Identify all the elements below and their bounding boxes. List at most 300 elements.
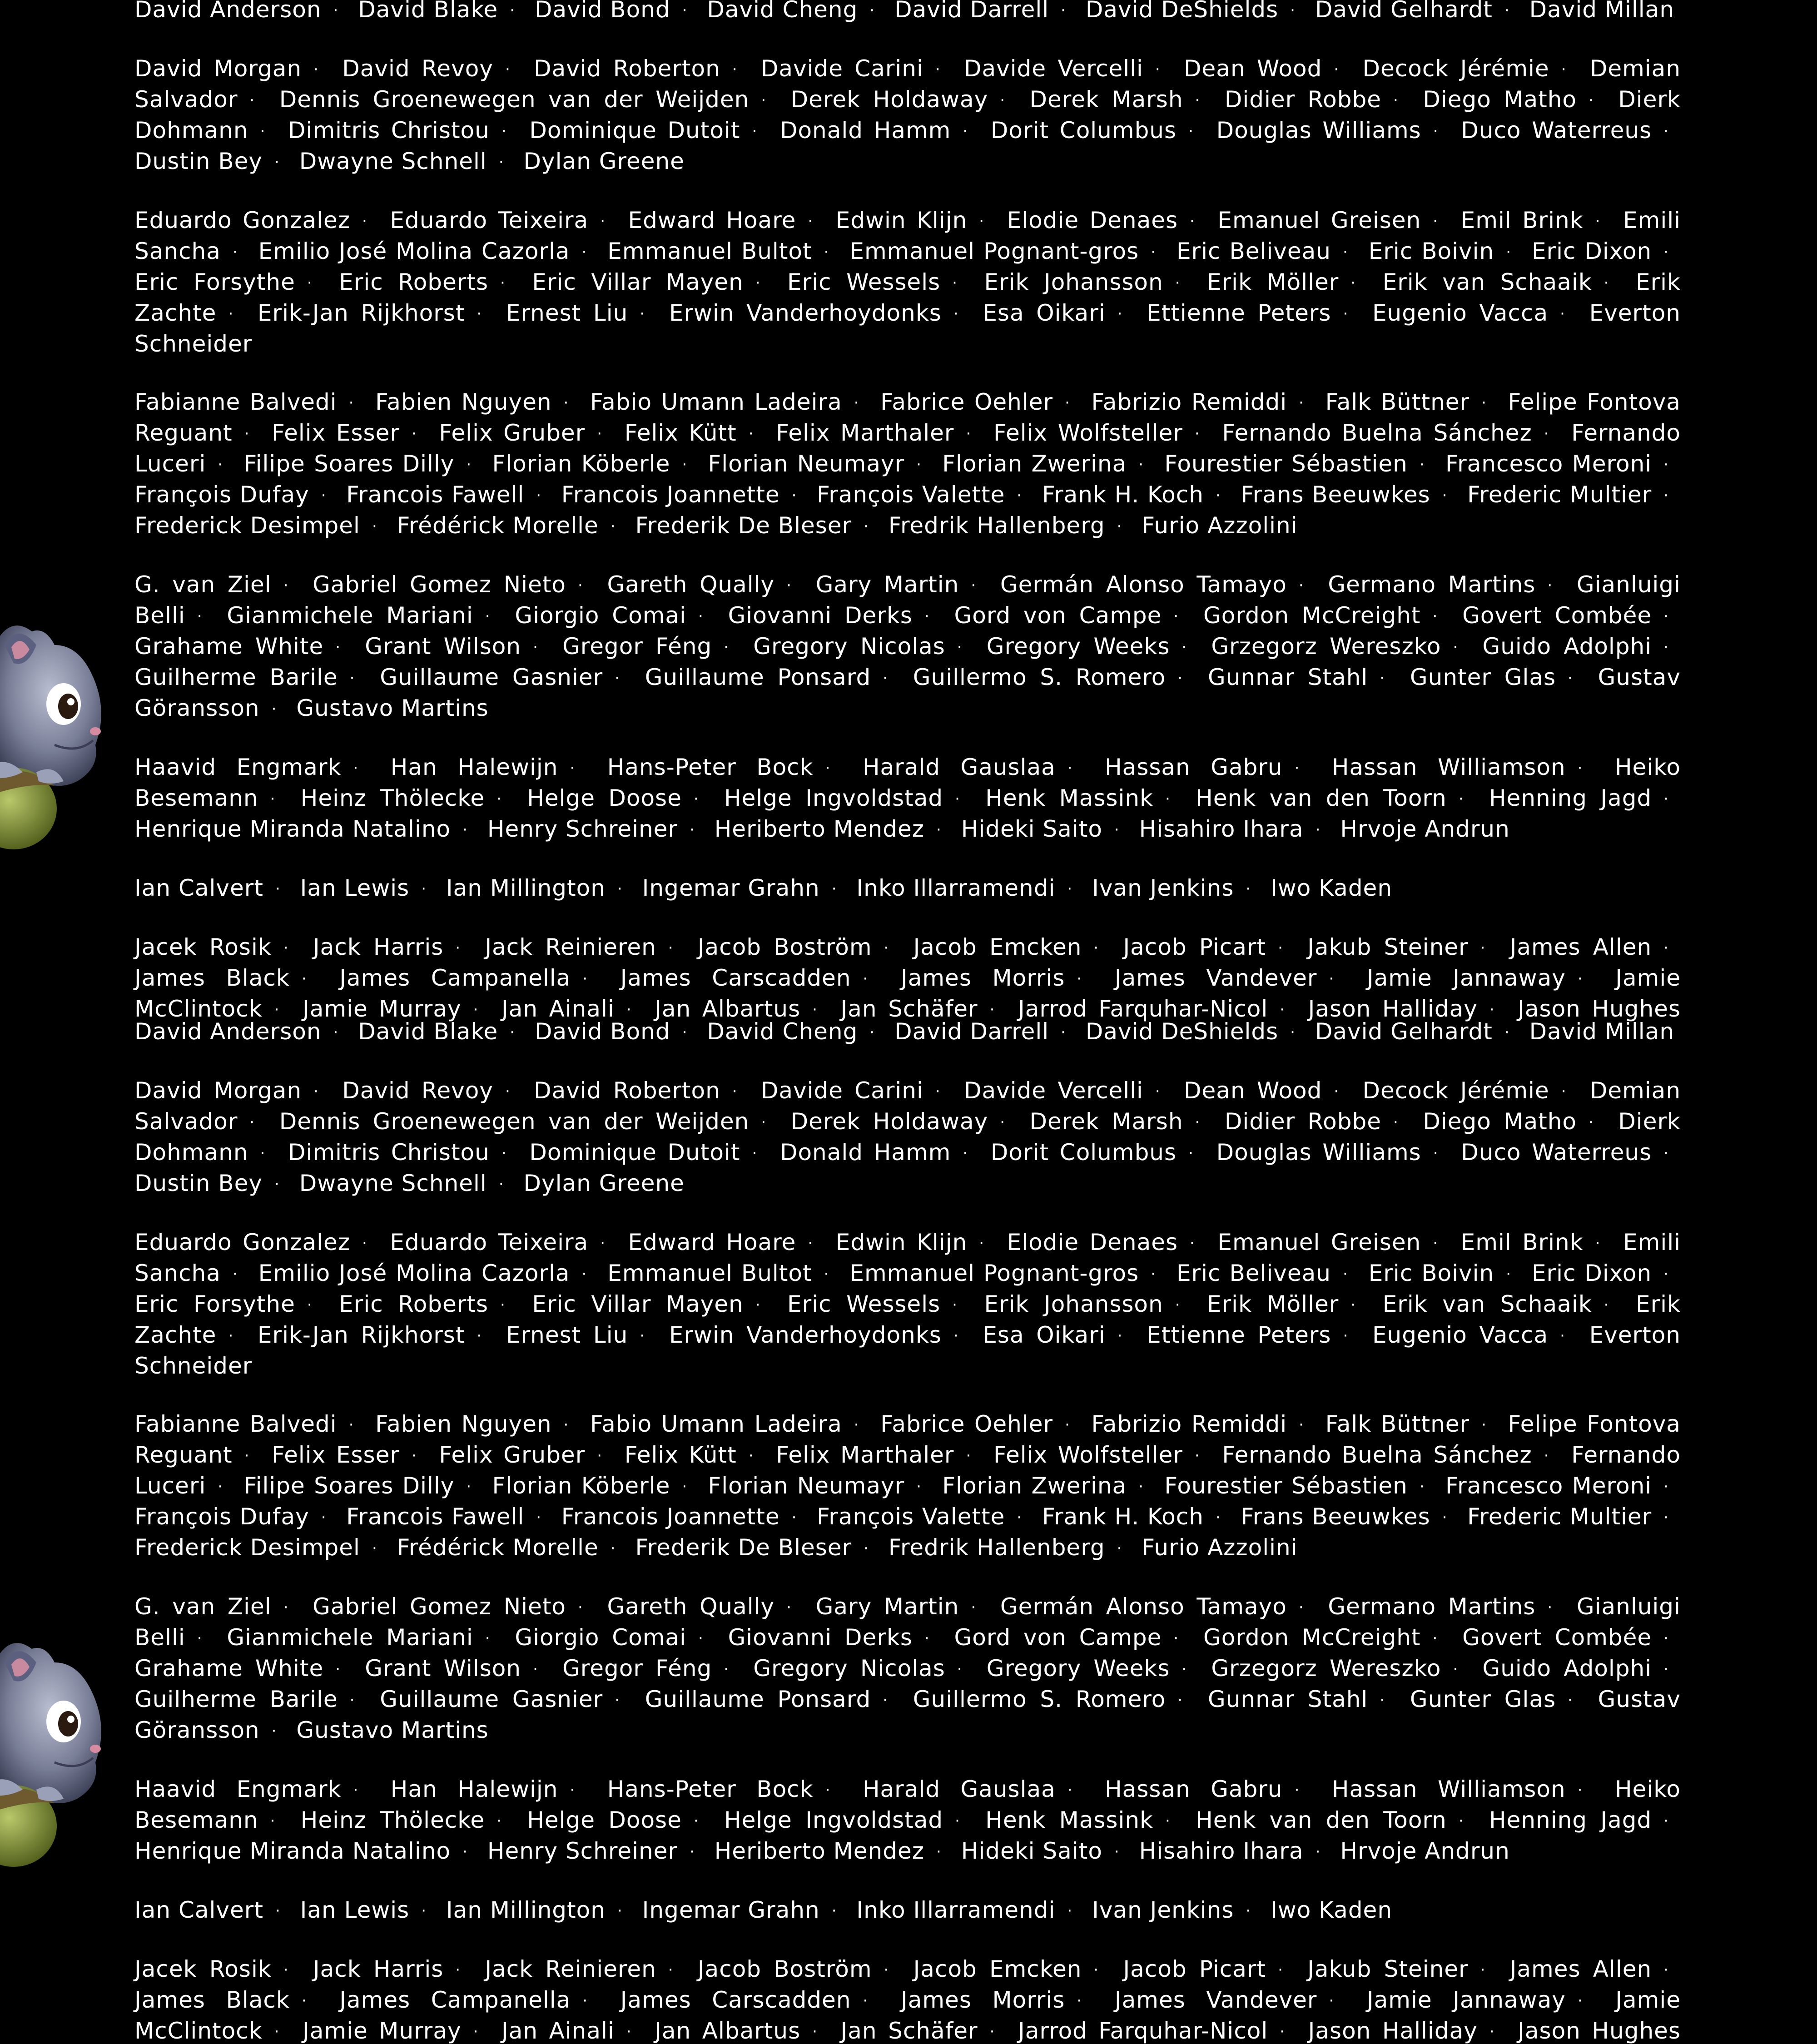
bullet-separator: · [989,1001,995,1019]
bullet-separator: · [1663,1265,1669,1283]
bullet-separator: · [1000,91,1006,109]
bullet-separator: · [197,607,203,625]
bullet-separator: · [270,1812,276,1830]
bullet-separator: · [966,425,972,443]
credit-name: Gunnar Stahl [1207,664,1368,690]
bullet-separator: · [597,425,603,443]
credit-name: Emili Sancha [134,1229,1681,1286]
credit-name: Gabriel Gomez Nieto [313,571,566,598]
credit-name: David Morgan [134,55,302,82]
bullet-separator: · [924,607,930,625]
credit-name: Govert Combée [1462,1624,1652,1651]
credit-name: Gianluigi Belli [134,1593,1681,1651]
credit-name: Jacob Emcken [913,934,1082,960]
credit-name: Harald Gauslaa [862,754,1056,780]
credit-name: Hans-Peter Bock [607,1776,814,1802]
credit-name: Felix Marthaler [776,1442,954,1468]
bullet-separator: · [498,1175,504,1193]
bullet-separator: · [761,1113,767,1131]
credit-name: Elodie Denaes [1007,207,1178,233]
bullet-separator: · [1298,1598,1304,1617]
bullet-separator: · [755,274,761,292]
credit-name: Gregory Weeks [986,633,1170,660]
bullet-separator: · [1577,759,1583,777]
credit-name: Gianluigi Belli [134,571,1681,629]
credit-name: Heiko Besemann [134,1776,1681,1833]
bullet-separator: · [1342,243,1348,261]
bullet-separator: · [1663,243,1669,261]
credit-name: Erik Zachte [134,1291,1681,1348]
credit-name: Eric Wessels [787,269,941,295]
bullet-separator: · [466,456,472,474]
bullet-separator: · [824,243,829,261]
bullet-separator: · [952,274,958,292]
bullet-separator: · [1138,1478,1144,1496]
bullet-separator: · [869,1,875,20]
bullet-separator: · [1577,1781,1583,1799]
credit-name: Furio Azzolini [1142,512,1298,539]
bullet-separator: · [610,517,616,536]
bullet-separator: · [698,607,704,625]
credit-name: Emilio José Molina Cazorla [258,1260,570,1286]
credit-name: Grahame White [134,1655,324,1682]
credit-name: Ian Lewis [300,875,410,901]
bullet-separator: · [1481,394,1487,412]
bullet-separator: · [1151,243,1157,261]
credit-name: Jan Albartus [655,2018,801,2044]
credit-name: Diego Matho [1423,1108,1577,1135]
credit-name: Jack Harris [313,934,444,960]
bullet-separator: · [1329,970,1335,988]
bullet-separator: · [1278,939,1283,957]
credit-name: Frédérick Morelle [397,512,599,539]
bullet-separator: · [600,1234,606,1252]
credit-name: David Bond [535,1022,670,1045]
bullet-separator: · [271,1722,277,1740]
credit-name: David Blake [358,0,498,23]
bullet-separator: · [824,1265,829,1283]
credit-name: Eric Boivin [1368,1260,1494,1286]
credit-name: David Bond [535,0,670,23]
bullet-separator: · [274,1175,280,1193]
bullet-separator: · [1480,939,1486,957]
bullet-separator: · [1065,1416,1070,1434]
bullet-separator: · [462,1843,468,1861]
credit-name: Duco Waterreus [1461,117,1652,144]
credit-name: Frederic Multier [1467,481,1652,508]
credit-name: Helge Ingvoldstad [724,785,943,811]
bullet-separator: · [1547,576,1553,595]
bullet-separator: · [582,1992,588,2010]
credit-name: Erwin Vanderhoydonks [669,300,942,326]
bullet-separator: · [640,305,645,323]
credit-name: Dylan Greene [523,148,685,174]
credit-name: James Morris [900,965,1065,991]
bullet-separator: · [689,1843,695,1861]
bullet-separator: · [1433,212,1439,230]
credit-name: Fabrice Oehler [880,1411,1053,1437]
bullet-separator: · [1432,607,1438,625]
credit-name: Fredrik Hallenberg [888,512,1105,539]
bullet-separator: · [1380,669,1385,687]
bullet-separator: · [1419,456,1425,474]
credit-name: Derek Holdaway [790,1108,988,1135]
credit-name: Hrvoje Andrun [1340,816,1510,842]
bullet-separator: · [1173,1629,1179,1647]
credit-name: Eugenio Vacca [1372,300,1549,326]
credit-name: Edward Hoare [628,207,796,233]
credit-name: Gregory Nicolas [753,633,945,660]
credit-name: Ian Calvert [134,1897,263,1923]
bullet-separator: · [1017,1508,1023,1527]
bullet-separator: · [1173,607,1179,625]
bullet-separator: · [510,1023,516,1042]
credit-name: Eric Forsythe [134,269,295,295]
bullet-separator: · [1663,1629,1669,1647]
bullet-separator: · [485,1629,491,1647]
bullet-separator: · [724,638,730,656]
bullet-separator: · [411,1447,417,1465]
bullet-separator: · [411,425,417,443]
bullet-separator: · [1155,1082,1161,1101]
credit-name: Florian Zwerina [942,451,1127,477]
credit-name: David Revoy [342,55,493,82]
credit-name: Emil Brink [1460,207,1584,233]
bullet-separator: · [1663,1508,1669,1527]
bullet-separator: · [283,1598,289,1617]
bullet-separator: · [883,669,889,687]
bullet-separator: · [979,212,985,230]
bullet-separator: · [372,517,377,536]
bullet-separator: · [1117,305,1123,323]
bullet-separator: · [1290,1023,1296,1042]
bullet-separator: · [953,1327,959,1345]
bullet-separator: · [1190,212,1195,230]
bullet-separator: · [1165,1812,1171,1830]
credit-name: Emmanuel Bultot [607,238,812,264]
credit-name: Emmanuel Pognant-gros [849,238,1139,264]
credit-name: Eric Forsythe [134,1291,295,1317]
credit-name: Germano Martins [1328,571,1536,598]
credit-name: Eric Roberts [339,1291,489,1317]
bullet-separator: · [935,60,941,79]
bullet-separator: · [1561,1082,1567,1101]
bullet-separator: · [812,1001,818,1019]
bullet-separator: · [936,821,942,839]
bullet-separator: · [353,1781,359,1799]
bullet-separator: · [1061,1,1066,20]
credit-group-e [134,1227,1681,1381]
credit-name: Grahame White [134,633,324,660]
credit-name: Eric Roberts [339,269,489,295]
credit-name: Jakub Steiner [1307,934,1469,960]
credit-name: Ian Millington [446,875,606,901]
credit-name: Jacob Boström [697,934,872,960]
bullet-separator: · [533,1660,538,1678]
credit-group-f [134,1409,1681,1563]
credit-name: Decock Jérémie [1362,55,1549,82]
credit-name: James Morris [900,1987,1065,2013]
bullet-separator: · [496,1812,502,1830]
bullet-separator: · [536,486,542,505]
credit-name: James Campanella [339,965,571,991]
credit-name: David Cheng [707,0,858,23]
bullet-separator: · [249,1113,255,1131]
bullet-separator: · [1419,1478,1425,1496]
credit-name: Eduardo Gonzalez [134,1229,351,1255]
bullet-separator: · [668,1961,674,1979]
bullet-separator: · [1393,1113,1399,1131]
credit-name: Ian Calvert [134,875,263,901]
bullet-separator: · [473,1001,479,1019]
bullet-separator: · [260,1144,266,1162]
bullet-separator: · [936,1843,942,1861]
credit-name: Dimitris Christou [288,117,490,144]
bullet-separator: · [825,759,831,777]
credit-name: Frederik De Bleser [635,512,852,539]
credit-name: Jan Ainali [501,996,615,1022]
credit-name: Hideki Saito [961,816,1102,842]
credit-name: Frederick Desimpel [134,1534,360,1561]
credit-name: Dominique Dutoit [529,1139,740,1166]
bullet-separator: · [1663,1660,1669,1678]
credit-name: Demian Salvador [134,1077,1681,1135]
bullet-separator: · [863,970,869,988]
credit-name: Frank H. Koch [1042,1503,1204,1530]
credit-name: Han Halewijn [390,1776,558,1802]
credit-name: Henk van den Toorn [1196,785,1447,811]
credit-name: Jan Ainali [501,2018,615,2044]
credit-group-f [134,387,1681,541]
bullet-separator: · [682,1,688,20]
credit-group-d [134,54,1681,177]
bullet-separator: · [1067,880,1073,898]
bullet-separator: · [1663,638,1669,656]
bullet-separator: · [1560,305,1565,323]
credit-name: Dierk Dohmann [134,1108,1681,1166]
credit-name: James Vandever [1114,965,1317,991]
credit-name: Helge Doose [527,1807,682,1833]
bullet-separator: · [333,1,339,20]
bullet-separator: · [335,638,341,656]
bullet-separator: · [1489,1001,1495,1019]
bullet-separator: · [748,1447,754,1465]
bullet-separator: · [831,1902,837,1920]
credit-name: François Valette [817,1503,1005,1530]
bullet-separator: · [1568,669,1573,687]
credit-name: Gordon McCreight [1203,1624,1421,1651]
bullet-separator: · [831,880,837,898]
credit-name: Henk van den Toorn [1196,1807,1447,1833]
credit-name: Derek Marsh [1029,1108,1183,1135]
bullet-separator: · [682,1478,688,1496]
credit-name: Francois Fawell [346,1503,525,1530]
credit-name: Eduardo Teixeira [390,1229,589,1255]
credit-name: Erwin Vanderhoydonks [669,1322,942,1348]
bullet-separator: · [466,1478,472,1496]
bullet-separator: · [864,1539,869,1558]
bullet-separator: · [1017,486,1023,505]
credit-name: Eric Beliveau [1176,1260,1331,1286]
bullet-separator: · [966,1447,972,1465]
bullet-separator: · [1342,1265,1348,1283]
credit-name: Erik-Jan Rijkhorst [257,300,465,326]
bullet-separator: · [578,1598,583,1617]
credit-name: Gustavo Martins [296,1717,489,1743]
bullet-separator: · [1604,1296,1609,1314]
bullet-separator: · [1343,305,1349,323]
credit-name: Emmanuel Pognant-gros [849,1260,1139,1286]
credit-name: Gregory Weeks [986,1655,1170,1682]
bullet-separator: · [854,394,859,412]
credit-name: Derek Marsh [1029,86,1183,113]
bullet-separator: · [500,1296,506,1314]
credit-name: Davide Carini [760,1077,923,1104]
credit-name: G. van Ziel [134,1593,272,1620]
bullet-separator: · [353,759,359,777]
bullet-separator: · [307,274,313,292]
credit-name: Jarrod Farquhar-Nicol [1018,996,1268,1022]
bullet-separator: · [321,486,327,505]
credit-name: Henry Schreiner [487,816,678,842]
credit-name: Eric Boivin [1368,238,1494,264]
credit-name: Gunnar Stahl [1207,1686,1368,1712]
bullet-separator: · [786,576,792,595]
credit-name: Dylan Greene [523,1170,685,1196]
credit-name: Ivan Jenkins [1092,875,1234,901]
bullet-separator: · [617,880,623,898]
bullet-separator: · [260,122,266,140]
bullet-separator: · [1595,212,1601,230]
bullet-separator: · [1663,1961,1669,1979]
bullet-separator: · [812,2023,818,2041]
credit-name: Ingemar Grahn [642,875,820,901]
bullet-separator: · [1432,1629,1438,1647]
bullet-separator: · [863,1992,869,2010]
credit-name: David DeShields [1085,0,1279,23]
bullet-separator: · [732,60,738,79]
credit-group-clipped [134,0,1681,25]
credit-name: Edward Hoare [628,1229,796,1255]
credit-name: Ernest Liu [506,300,628,326]
credit-name: Eric Dixon [1531,238,1652,264]
bullet-separator: · [275,880,281,898]
credit-name: Fabianne Balvedi [134,389,337,415]
credit-name: Gustavo Martins [296,695,489,721]
bullet-separator: · [301,1992,307,2010]
bullet-separator: · [1350,274,1356,292]
credit-name: Gregory Nicolas [753,1655,945,1682]
credit-name: Gunter Glas [1410,1686,1556,1712]
credit-name: Filipe Soares Dilly [243,451,455,477]
bullet-separator: · [963,122,968,140]
credit-name: Guillermo S. Romero [913,664,1166,690]
bullet-separator: · [348,394,354,412]
credit-name: Heinz Thölecke [300,785,485,811]
bullet-separator: · [283,576,289,595]
bullet-separator: · [1458,1812,1464,1830]
credit-name: Jack Reinieren [485,934,656,960]
bullet-separator: · [477,305,482,323]
credit-name: Ernest Liu [506,1322,628,1348]
credit-name: Jacek Rosik [134,934,272,960]
credit-name: Grzegorz Wereszko [1211,633,1441,660]
bullet-separator: · [244,425,250,443]
bullet-separator: · [1246,1902,1251,1920]
credit-name: Didier Robbe [1224,1108,1382,1135]
credit-name: Hassan Williamson [1331,1776,1566,1802]
bullet-separator: · [313,60,319,79]
bullet-separator: · [869,1023,875,1042]
bullet-separator: · [597,1447,603,1465]
credit-name: David Millan [1529,0,1675,23]
credit-name: Govert Combée [1462,602,1652,629]
credit-group-h [134,752,1681,845]
bullet-separator: · [1315,1843,1321,1861]
bullet-separator: · [1561,60,1567,79]
credit-name: Decock Jérémie [1362,1077,1549,1104]
bullet-separator: · [1595,1234,1601,1252]
credit-name: Erik Möller [1207,1291,1339,1317]
bullet-separator: · [500,274,506,292]
bullet-separator: · [957,638,963,656]
credit-name: Dimitris Christou [288,1139,490,1166]
credit-name: Felix Wolfsteller [993,420,1183,446]
bullet-separator: · [1604,274,1609,292]
credit-name: Guillermo S. Romero [913,1686,1166,1712]
bullet-separator: · [244,1447,250,1465]
bullet-separator: · [1177,1691,1183,1709]
bullet-separator: · [1504,1023,1510,1042]
credit-name: Gianmichele Mariani [227,1624,473,1651]
bullet-separator: · [1215,486,1221,505]
credit-name: Filipe Soares Dilly [243,1473,455,1499]
credit-name: Henk Massink [985,1807,1153,1833]
bullet-separator: · [1329,1992,1335,2010]
credit-name: Jan Schäfer [840,996,978,1022]
credit-name: Jack Harris [313,1956,444,1982]
credit-name: David Anderson [134,0,322,23]
bullet-separator: · [1151,1265,1157,1283]
credit-name: David Gelhardt [1315,1022,1493,1045]
credit-name: Heriberto Mendez [714,1838,924,1864]
bullet-separator: · [536,1508,542,1527]
bullet-separator: · [1544,425,1549,443]
credit-name: James Black [134,965,290,991]
credit-name: Gustav Göransson [134,664,1681,721]
credit-name: Falk Büttner [1325,1411,1470,1437]
bullet-separator: · [1544,1447,1549,1465]
bullet-separator: · [274,1001,280,1019]
credit-name: Florian Köberle [492,1473,670,1499]
credit-name: Jamie Jannaway [1366,1987,1566,2013]
bullet-separator: · [955,790,960,808]
credit-name: Francesco Meroni [1445,451,1652,477]
credit-name: Gustav Göransson [134,1686,1681,1743]
bullet-separator: · [626,2023,632,2041]
credit-name: Inko Illarramendi [856,875,1056,901]
bullet-separator: · [610,1539,616,1558]
credit-name: Giovanni Derks [728,1624,913,1651]
bullet-separator: · [275,1902,281,1920]
credit-name: Gregor Féng [562,633,712,660]
bullet-separator: · [333,1023,339,1042]
bullet-separator: · [228,1327,234,1345]
credit-name: Jamie Jannaway [1366,965,1566,991]
bullet-separator: · [349,1691,355,1709]
credit-name: Florian Zwerina [942,1473,1127,1499]
credit-name: Fabien Nguyen [375,389,552,415]
